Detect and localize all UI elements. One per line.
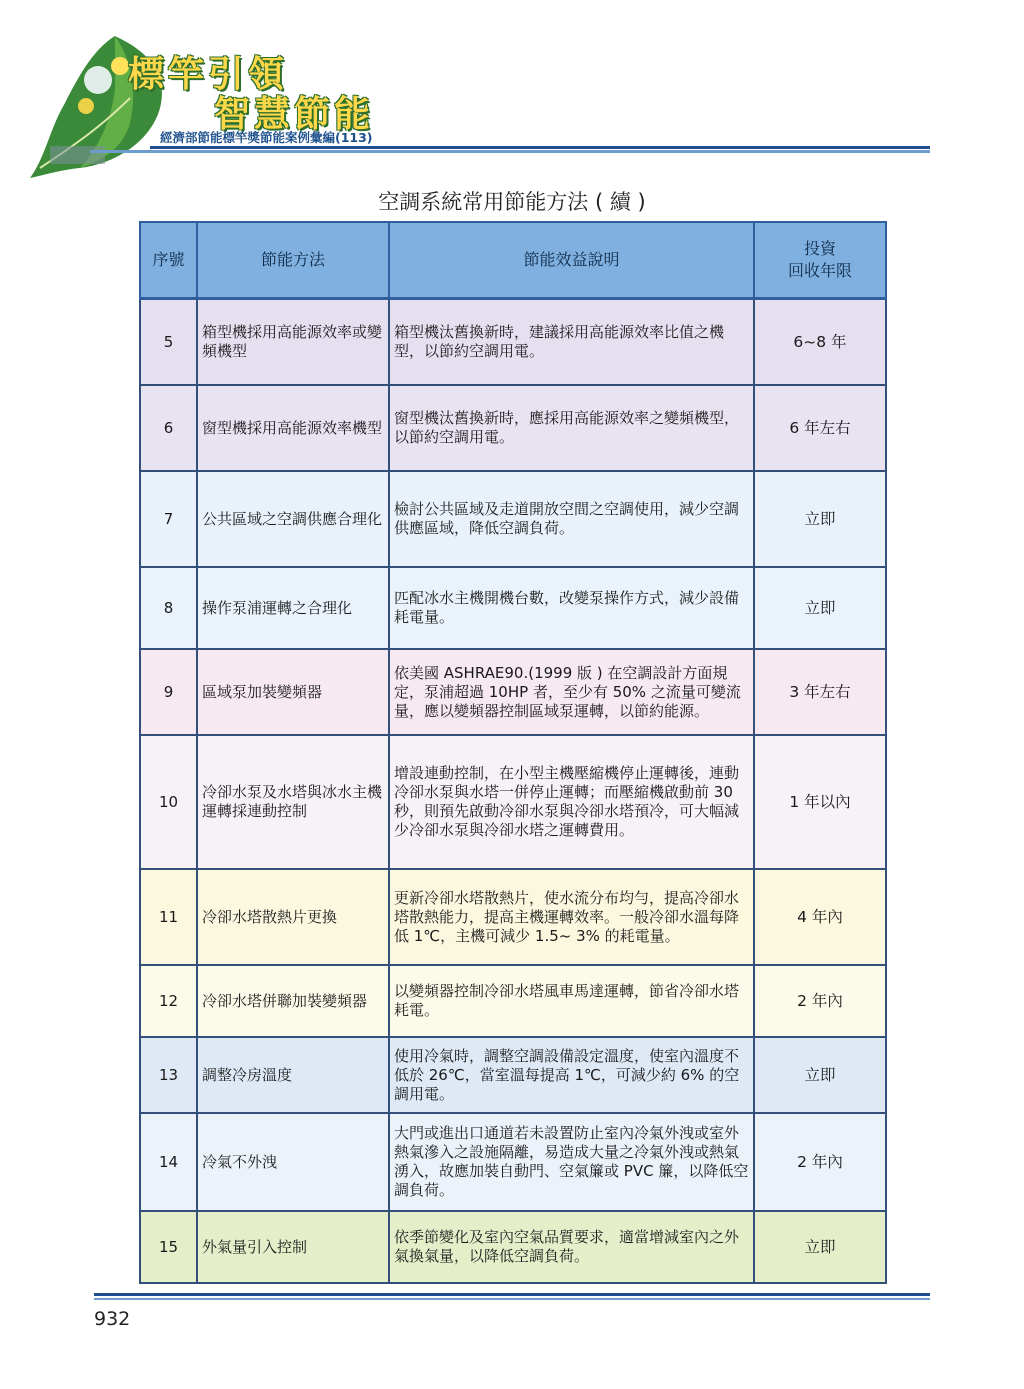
table-row	[140, 649, 886, 735]
row-number: 5	[140, 299, 197, 386]
row-description: 檢討公共區域及走道開放空間之空調使用，減少空調供應區域，降低空調負荷。	[389, 471, 754, 567]
row-payback: 3 年左右	[754, 649, 886, 735]
table-row	[140, 471, 886, 567]
row-method: 公共區域之空調供應合理化	[197, 471, 389, 567]
row-number: 9	[140, 649, 197, 735]
row-number: 7	[140, 471, 197, 567]
column-header-payback-line1: 投資	[803, 239, 836, 258]
row-payback: 立即	[754, 1037, 886, 1113]
row-method: 冷卻水塔併聯加裝變頻器	[197, 965, 389, 1037]
footer-rule-light	[94, 1298, 930, 1300]
table-row	[140, 385, 886, 471]
publication-subtitle: 經濟部節能標竿獎節能案例彙編(113)	[160, 130, 373, 145]
row-number: 12	[140, 965, 197, 1037]
row-description: 大門或進出口通道若未設置防止室內冷氣外洩或室外熱氣滲入之設施隔離，易造成大量之冷氣外洩或熱氣湧入，故應加裝自動門、空氣簾或 PVC 簾，以降低空調負荷。	[389, 1113, 754, 1211]
column-header-payback-line2: 回收年限	[787, 261, 852, 280]
column-header-description: 節能效益說明	[389, 222, 754, 299]
table-row	[140, 1037, 886, 1113]
header-rule	[150, 146, 930, 149]
table-row	[140, 1211, 886, 1283]
row-description: 使用冷氣時，調整空調設備設定溫度，使室內溫度不低於 26℃，當室溫每提高 1℃，可減少約 6% 的空調用電。	[389, 1037, 754, 1113]
row-description: 窗型機汰舊換新時，應採用高能源效率之變頻機型，以節約空調用電。	[389, 385, 754, 471]
row-description: 匹配冰水主機開機台數，改變泵操作方式，減少設備耗電量。	[389, 567, 754, 649]
row-number: 10	[140, 735, 197, 869]
page-header	[0, 0, 1024, 175]
row-payback: 立即	[754, 471, 886, 567]
row-description: 依季節變化及室內空氣品質要求，適當增減室內之外氣換氣量，以降低空調負荷。	[389, 1211, 754, 1283]
row-description: 依美國 ASHRAE90.(1999 版 ) 在空調設計方面規定，泵浦超過 10HP 者，至少有 50% 之流量可變流量，應以變頻器控制區域泵運轉，以節約能源。	[389, 649, 754, 735]
row-method: 冷氣不外洩	[197, 1113, 389, 1211]
row-number: 11	[140, 869, 197, 965]
row-payback: 6 年左右	[754, 385, 886, 471]
row-method: 冷卻水泵及水塔與冰水主機運轉採連動控制	[197, 735, 389, 869]
row-number: 6	[140, 385, 197, 471]
row-description: 以變頻器控制冷卻水塔風車馬達運轉，節省冷卻水塔耗電。	[389, 965, 754, 1037]
row-payback: 立即	[754, 1211, 886, 1283]
row-payback: 2 年內	[754, 965, 886, 1037]
table-row	[140, 299, 886, 386]
column-header-method: 節能方法	[197, 222, 389, 299]
row-method: 外氣量引入控制	[197, 1211, 389, 1283]
column-header-no: 序號	[140, 222, 197, 299]
table-row	[140, 869, 886, 965]
row-method: 冷卻水塔散熱片更換	[197, 869, 389, 965]
row-number: 8	[140, 567, 197, 649]
row-payback: 1 年以內	[754, 735, 886, 869]
table-header-row	[140, 222, 886, 299]
row-payback: 立即	[754, 567, 886, 649]
row-number: 14	[140, 1113, 197, 1211]
row-description: 增設連動控制，在小型主機壓縮機停止運轉後，連動冷卻水泵與水塔一併停止運轉；而壓縮機啟動前 30 秒，則預先啟動冷卻水泵與冷卻水塔預冷，可大幅減少冷卻水泵與冷卻水塔之運轉費用。	[389, 735, 754, 869]
table-row	[140, 965, 886, 1037]
footer-rule	[94, 1293, 930, 1296]
energy-saving-table	[139, 221, 887, 1284]
column-header-payback	[754, 222, 886, 299]
row-method: 窗型機採用高能源效率機型	[197, 385, 389, 471]
header-rule-light	[90, 150, 930, 153]
row-method: 箱型機採用高能源效率或變頻機型	[197, 299, 389, 386]
row-method: 調整冷房溫度	[197, 1037, 389, 1113]
table-row	[140, 735, 886, 869]
row-method: 區域泵加裝變頻器	[197, 649, 389, 735]
row-number: 13	[140, 1037, 197, 1113]
row-payback: 4 年內	[754, 869, 886, 965]
table-title: 空調系統常用節能方法 ( 續 )	[378, 190, 646, 214]
banner-title-line1: 標竿引領	[128, 53, 289, 95]
row-payback: 6~8 年	[754, 299, 886, 386]
row-number: 15	[140, 1211, 197, 1283]
table-row	[140, 567, 886, 649]
row-method: 操作泵浦運轉之合理化	[197, 567, 389, 649]
banner-title-line2: 智慧節能	[214, 93, 375, 135]
row-description: 更新冷卻水塔散熱片，使水流分布均勻，提高冷卻水塔散熱能力，提高主機運轉效率。一般冷卻水溫每降低 1℃，主機可減少 1.5~ 3% 的耗電量。	[389, 869, 754, 965]
table-row	[140, 1113, 886, 1211]
row-payback: 2 年內	[754, 1113, 886, 1211]
row-description: 箱型機汰舊換新時，建議採用高能源效率比值之機型，以節約空調用電。	[389, 299, 754, 386]
page-number: 932	[94, 1308, 131, 1330]
